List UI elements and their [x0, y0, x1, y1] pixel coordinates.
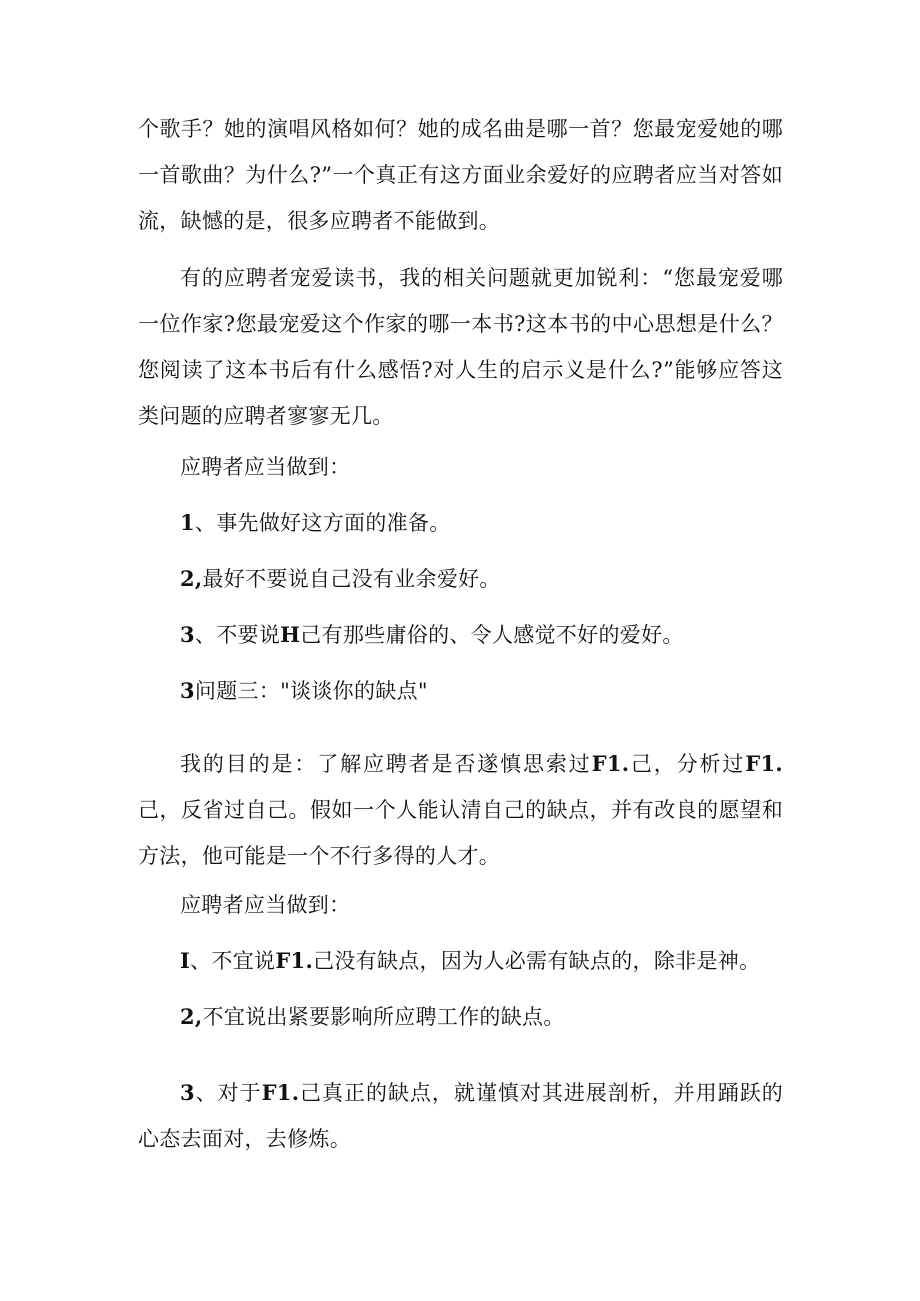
list-text: 、不要说	[194, 623, 281, 647]
paragraph-text: 个歌手？她的演唱风格如何？她的成名曲是哪一首？您最宠爱她的哪一首歌曲？为什么?”一个真正有这方面业余爱好的应聘者应当对答如流，缺憾的是，很多应聘者不能做到。	[138, 117, 783, 233]
heading-text: 应聘者应当做到：	[180, 455, 351, 479]
list-text: 、不宜说	[190, 949, 276, 973]
list-text: 不宜说出紧要影响所应聘工作的缺点。	[202, 1005, 565, 1029]
question-three-heading	[180, 676, 780, 706]
list-text: 、事先做好这方面的准备。	[194, 511, 451, 535]
paragraph-text-bold: F1.	[591, 751, 630, 776]
list-number: 2,	[180, 566, 203, 591]
list-text: 己有那些庸俗的、令人感觉不好的爱好。	[300, 623, 684, 647]
list-text: 最好不要说自己没有业余爱好。	[202, 567, 501, 591]
paragraph-text-bold: F1.	[745, 751, 783, 776]
should-do-heading-2	[180, 890, 780, 920]
paragraph-text: 、对于	[194, 1081, 262, 1105]
list-text: 己没有缺点，因为人必需有缺点的，除非是神。	[313, 949, 761, 973]
list-number: 1	[180, 510, 195, 535]
list-item-4	[180, 946, 780, 976]
should-do-heading-1	[180, 452, 780, 482]
paragraph-purpose	[138, 741, 783, 879]
paragraph-text-bold: F1.	[261, 1080, 300, 1105]
list-number: 3	[180, 622, 195, 647]
list-item-1	[180, 508, 780, 538]
list-item-5	[180, 1002, 780, 1032]
list-number: 2,	[180, 1004, 203, 1029]
list-item-3	[180, 620, 780, 650]
list-item-2	[180, 564, 780, 594]
list-number: I	[180, 948, 191, 973]
paragraph-text: 己真正的缺点，就谨慎对其进展剖析，并用踊跃的心态去面对，去修炼。	[138, 1081, 783, 1151]
paragraph-text: 己，反省过自己。假如一个人能认清自己的缺点，并有改良的愿望和方法，他可能是一个不行多得的人才。	[138, 798, 783, 868]
list-text-bold: H	[280, 622, 301, 647]
paragraph-reading-questions	[138, 255, 783, 439]
paragraph-text: 有的应聘者宠爱读书，我的相关问题就更加锐利：“您最宠爱哪一位作家?您最宠爱这个作家的哪一本书?这本书的中心思想是什么？您阅读了这本书后有什么感悟?对人生的启示义是什么?”能够应答这类问题的应聘者寥寥无几。	[138, 266, 783, 428]
list-number: 3	[180, 1080, 195, 1105]
list-item-6	[138, 1070, 783, 1162]
list-number: 3	[180, 678, 195, 703]
list-text-bold: F1.	[275, 948, 314, 973]
heading-text: 问题三："谈谈你的缺点"	[194, 679, 428, 703]
paragraph-text: 我的目的是：了解应聘者是否遂慎思索过	[180, 752, 592, 776]
paragraph-text: 己，分析过	[629, 752, 746, 776]
heading-text: 应聘者应当做到：	[180, 893, 351, 917]
paragraph-singer-questions	[138, 106, 783, 244]
